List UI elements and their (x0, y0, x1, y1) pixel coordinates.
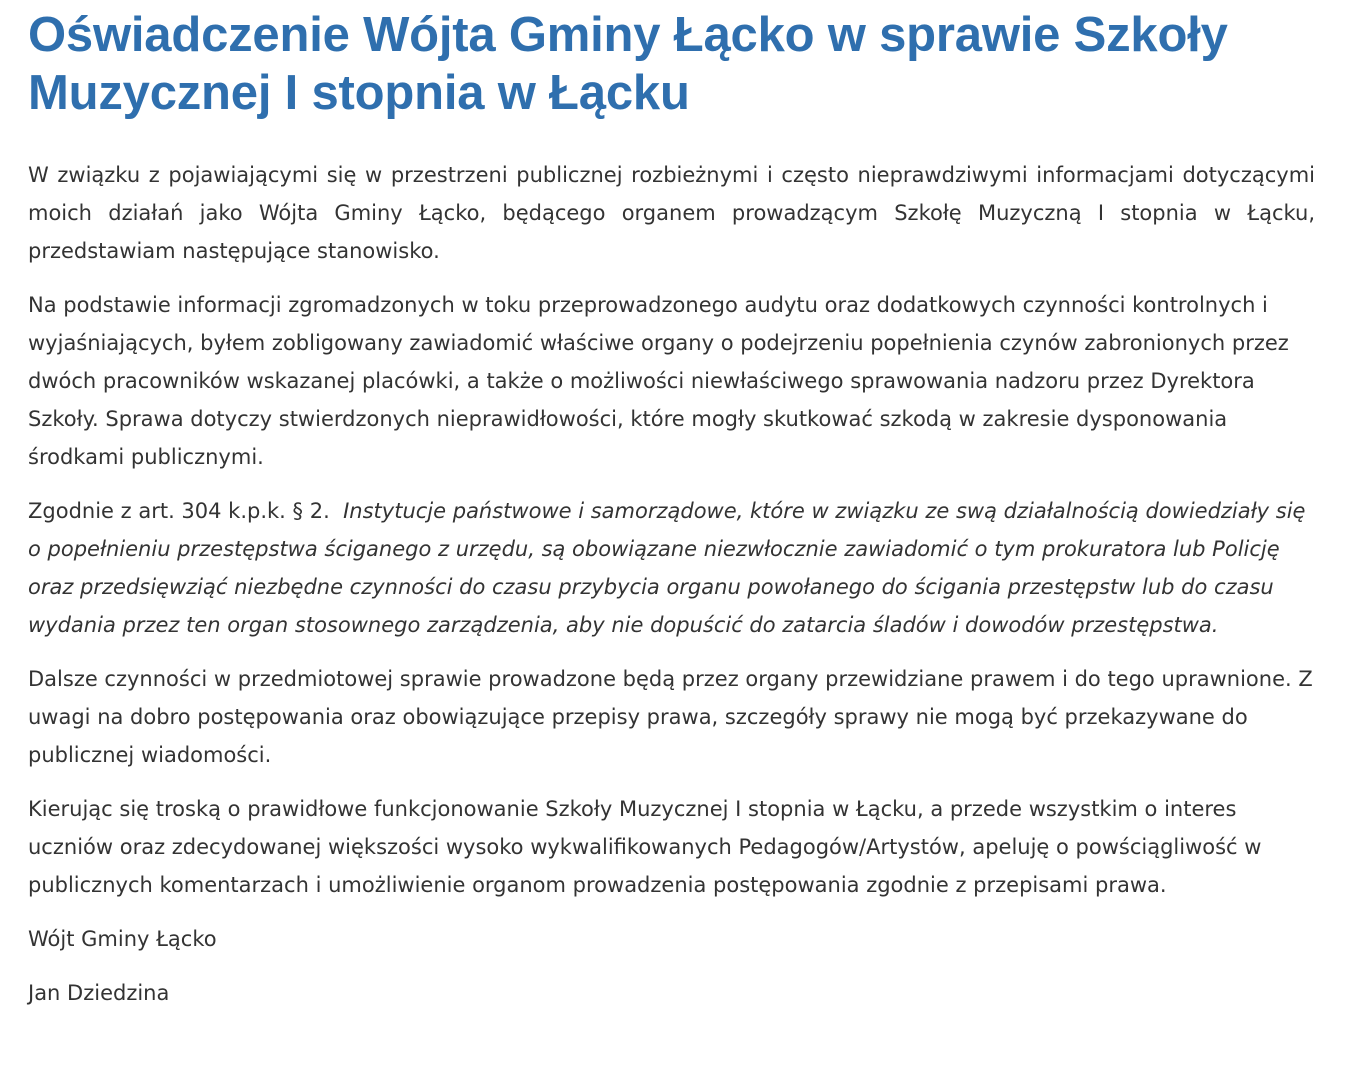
page-title: Oświadczenie Wójta Gminy Łącko w sprawie Szkoły Muzycznej I stopnia w Łącku (28, 8, 1228, 120)
legal-citation: Zgodnie z art. 304 k.p.k. § 2. (28, 499, 330, 523)
signature-name: Jan Dziedzina (28, 981, 170, 1005)
legal-quote: Instytucje państwowe i samorządowe, które w związku ze swą działalnością dowiedziały się o popełnieniu przestępstwa ściganego z urzędu, są obowiązane niezwłocznie zawiadomić o tym prokuratora lub Policję oraz przedsięwziąć niezbędne czynności do czasu przybycia organu powołanego do ścigania przestępstw lub do czasu wydania przez ten organ stosownego zarządzenia, aby nie dopuścić do zatarcia śladów i dowodów przestępstwa. (28, 499, 1306, 637)
paragraph-intro: W związku z pojawiającymi się w przestrzeni publicznej rozbieżnymi i często nieprawdziwymi informacjami dotyczącymi moich działań jako Wójta Gminy Łącko, będącego organem prowadzącym Szkołę Muzyczną I stopnia w Łącku, przedstawiam następujące stanowisko. (28, 163, 1315, 263)
signature-role: Wójt Gminy Łącko (28, 927, 217, 951)
paragraph-appeal: Kierując się troską o prawidłowe funkcjonowanie Szkoły Muzycznej I stopnia w Łącku, a przede wszystkim o interes uczniów oraz zdecydowanej większości wysoko wykwalifikowanych Pedagogów/Artystów, apeluję o powściągliwość w publicznych komentarzach i umożliwienie organom prowadzenia postępowania zgodnie z przepisami prawa. (28, 797, 1262, 897)
paragraph-audit: Na podstawie informacji zgromadzonych w toku przeprowadzonego audytu oraz dodatkowych czynności kontrolnych i wyjaśniających, byłem zobligowany zawiadomić właściwe organy o podejrzeniu popełnienia czynów zabronionych przez dwóch pracowników wskazanej placówki, a także o możliwości niewłaściwego sprawowania nadzoru przez Dyrektora Szkoły. Sprawa dotyczy stwierdzonych nieprawidłowości, które mogły skutkować szkodą w zakresie dysponowania środkami publicznymi. (28, 293, 1289, 469)
article-body (28, 156, 1315, 1012)
paragraph-legal-basis (28, 492, 1315, 644)
paragraph-proceedings: Dalsze czynności w przedmiotowej sprawie prowadzone będą przez organy przewidziane prawem i do tego uprawnione. Z uwagi na dobro postępowania oraz obowiązujące przepisy prawa, szczegóły sprawy nie mogą być przekazywane do publicznej wiadomości. (28, 667, 1313, 767)
